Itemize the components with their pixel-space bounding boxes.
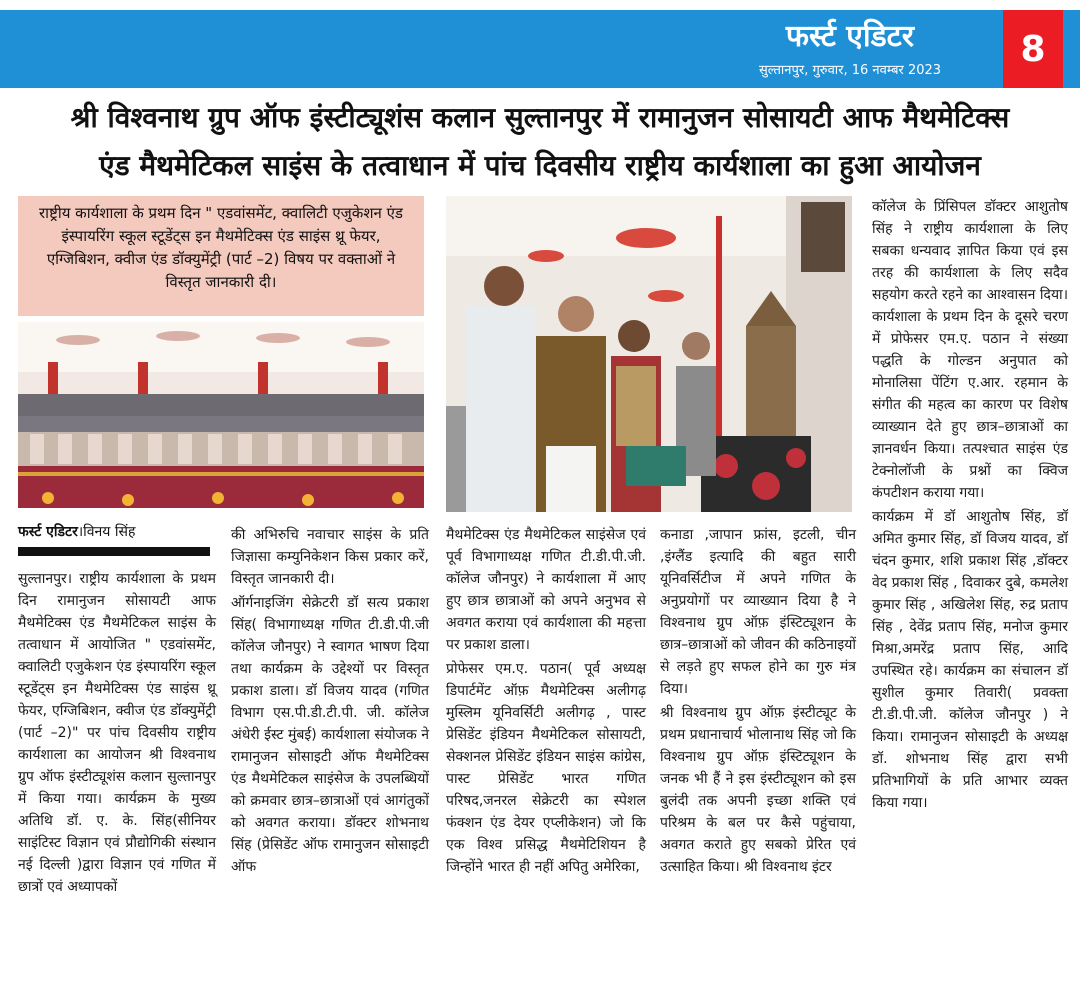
byline: [18, 522, 218, 542]
byline-paper: फर्स्ट एडिटर: [18, 524, 78, 540]
date-line: सुल्तानपुर, गुरुवार, 16 नवम्बर 2023: [758, 63, 942, 78]
headline-line-1: श्री विश्वनाथ ग्रुप ऑफ इंस्टीट्यूशंस कलान सुल्तानपुर में रामानुजन सोसायटी आफ मैथमेटिक्स: [70, 101, 1010, 134]
lamp-lighting-photo: [446, 196, 852, 512]
column-2-paragraph-1: की अभिरुचि नवाचार साइंस के प्रति जिज्ञासा कम्युनिकेशन किस प्रकार करें, विस्तृत जानकारी दी।: [231, 527, 429, 587]
byline-author: ।विनय सिंह: [77, 524, 136, 540]
byline-rule: [18, 547, 210, 556]
article-column-3: [446, 524, 646, 880]
article-column-2: [231, 524, 429, 880]
headline-line-2: एंड मैथमेटिकल साइंस के तत्वाधान में पांच दिवसीय राष्ट्रीय कार्यशाला का हुआ आयोजन: [99, 149, 981, 182]
article-column-1: [18, 568, 216, 900]
page-number-badge: 8: [1003, 10, 1063, 88]
column-5-paragraph-2: कार्यक्रम में डॉ आशुतोष सिंह, डॉ अमित कुमार सिंह, डॉ विजय यादव, डॉ चंदन कुमार, शशि प्रकाश सिंह ,डॉक्टर वेद प्रकाश सिंह , दिवाकर दुबे, कमलेश कुमार सिंह , अखिलेश सिंह, रुद्र प्रताप सिंह , देवेंद्र प्रताप सिंह, मनोज कुमार मिश्रा,अमरेंद्र प्रताप सिंह, आदि उपस्थित रहे। कार्यक्रम का संचालन डॉ सुशील कुमार तिवारी( प्रवक्ता टी.डी.पी.जी. कॉलेज जौनपुर ) ने किया। रामानुजन सोसाइटी के अध्यक्ष डॉ. शोभनाथ सिंह द्वारा सभी प्रतिभागियों के प्रति आभार व्यक्त किया गया।: [872, 509, 1068, 811]
paper-name: फर्स्ट एडिटर: [785, 19, 915, 54]
column-3-paragraph-2: प्रोफेसर एम.ए. पठान( पूर्व अध्यक्ष डिपार्टमेंट ऑफ़ मैथमेटिक्स अलीगढ़ मुस्लिम यूनिवर्सिटी अलीगढ़ , पास्ट प्रेसिडेंट इंडियन मैथमेटिकल सोसायटी, सेक्शनल प्रेसिडेंट इंडियन साइंस कांग्रेस, पास्ट प्रेसिडेंट भारत गणित परिषद,जनरल सेक्रेटरी का स्पेशल फंक्शन एंड देयर एप्लीकेशन) जो कि एक विश्व प्रसिद्ध मैथमेटिशियन है जिन्होंने भारत ही नहीं अपितु अमेरिका,: [446, 661, 646, 875]
column-3-paragraph-1: मैथमेटिक्स एंड मैथमेटिकल साइंसेज एवं पूर्व विभागाध्यक्ष गणित टी.डी.पी.जी. कॉलेज जौनपुर) ने कार्यशाला में आए हुए छात्र छात्राओं को अपने अनुभव से अवगत कराया एवं कार्यशाला की महत्ता पर प्रकाश डाला।: [446, 527, 646, 653]
column-1-paragraph: सुल्तानपुर। राष्ट्रीय कार्यशाला के प्रथम दिन रामानुजन सोसायटी आफ मैथमेटिक्स एंड मैथमेटिकल साइंस के तत्वाधान में आयोजित " एडवांसमेंट, क्वालिटी एजुकेशन एंड इंस्पायरिंग स्कूल स्टूडेंट्स इन मैथमेटिक्स एंड साइंस थ्रू फेयर, एग्जिबिशन, क्वीज एंड डॉक्युमेंट्री (पार्ट –2)" पर पांच दिवसीय राष्ट्रीय कार्यशाला का आयोजन श्री विश्वनाथ ग्रुप ऑफ इंस्टीट्यूशंस कलान सुल्तानपुर में किया गया। कार्यक्रम के मुख्य अतिथि डॉ. ए. के. सिंह(सीनियर साइंटिस्ट विज्ञान एवं प्रौद्योगिकी संस्थान नई दिल्ली )द्वारा विज्ञान एवं गणित में छात्रों एवं अध्यापकों: [18, 571, 216, 895]
intro-box: राष्ट्रीय कार्यशाला के प्रथम दिन " एडवांसमेंट, क्वालिटी एजुकेशन एंड इंस्पायरिंग स्कूल स्टूडेंट्स इन मैथमेटिक्स एंड साइंस थ्रू फेयर, एग्जिबिशन, क्वीज एंड डॉक्युमेंट्री (पार्ट –2) विषय पर वक्ताओं ने विस्तृत जानकारी दी।: [18, 196, 424, 316]
article-column-4: [660, 524, 856, 880]
column-2-paragraph-2: ऑर्गनाइजिंग सेक्रेटरी डॉ सत्य प्रकाश सिंह( विभागाध्यक्ष गणित टी.डी.पी.जी कॉलेज जौनपुर) ने स्वागत भाषण दिया तथा कार्यक्रम के उद्देश्यों पर विस्तृत प्रकाश डाला। डॉ विजय यादव (गणित विभाग एस.पी.डी.टी.पी. जी. कॉलेज अंधेरी ईस्ट मुंबई) कार्यशाला संयोजक ने रामानुजन सोसाइटी ऑफ मैथमेटिक्स एंड मैथमेटिकल साइंसेज के उपलब्धियों को क्रमवार छात्र–छात्राओं एवं आगंतुकों को अवगत कराया। डॉक्टर शोभनाथ सिंह (प्रेसिडेंट ऑफ रामानुजन सोसाइटी ऑफ: [231, 595, 429, 875]
column-4-paragraph-1: कनाडा ,जापान फ्रांस, इटली, चीन ,इंग्लैंड इत्यादि की बहुत सारी यूनिवर्सिटीज में अपने गणित के अनुप्रयोगों पर व्याख्यान दिया है ने विश्वनाथ ग्रुप ऑफ़ इंस्टिट्यूशन के छात्र–छात्राओं को जीवन की कठिनाइयों से लड़ते हुए सफल होने का गुरु मंत्र दिया।: [660, 527, 856, 697]
article-column-5: [872, 196, 1068, 816]
group-photo: [18, 322, 424, 508]
column-4-paragraph-2: श्री विश्वनाथ ग्रुप ऑफ़ इंस्टीट्यूट के प्रथम प्रधानाचार्य भोलानाथ सिंह जो कि विश्वनाथ ग्रुप ऑफ़ इंस्टिट्यूशन के जनक भी हैं ने इस इंस्टीट्यूशन को इस बुलंदी तक अपनी इच्छा शक्ति एवं परिश्रम के बल पर कैसे पहुंचाया, अवगत कराते हुए सबको प्रेरित एवं उत्साहित किया। श्री विश्वनाथ इंटर: [660, 705, 856, 875]
column-5-paragraph-1: कॉलेज के प्रिंसिपल डॉक्टर आशुतोष सिंह ने राष्ट्रीय कार्यशाला के लिए सबका धन्यवाद ज्ञापित किया एवं इस तरह की कार्यशाला के लिए सदैव सहयोग करते रहने का आश्वासन दिया। कार्यशाला के प्रथम दिन के दूसरे चरण में प्रोफेसर एम.ए. पठान ने संख्या पद्धति के गोल्डन अनुपात को मोनालिसा पेंटिंग ए.आर. रहमान के संगीत की महत्व का कारण पर विशेष व्याख्यान देते हुए छात्र–छात्राओं का ज्ञानवर्धन किया। तत्पश्चात साइंस एंड टेक्नोलॉजी के प्रश्नों का क्विज कंपटीशन कराया गया।: [872, 199, 1068, 501]
